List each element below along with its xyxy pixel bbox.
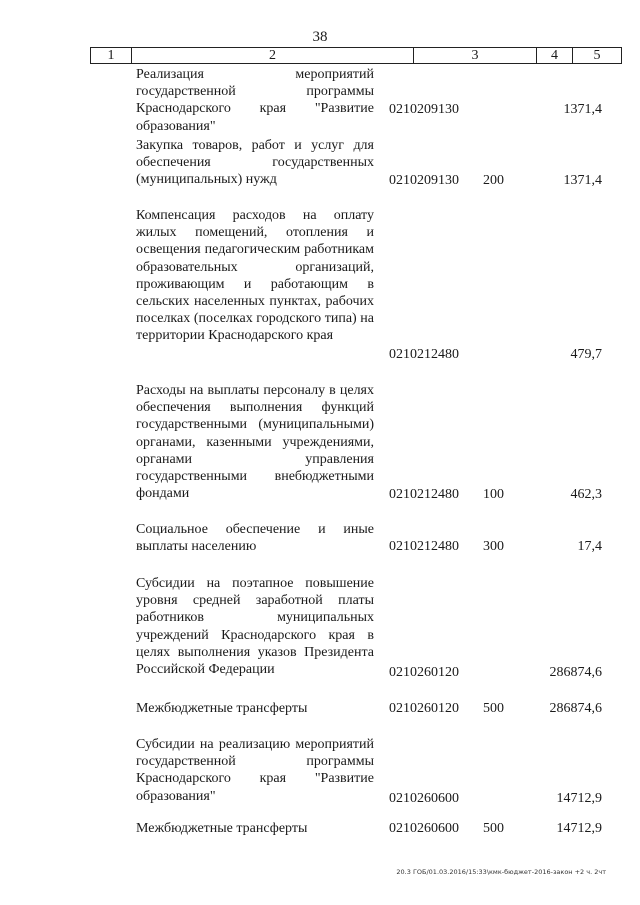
- row-code: 0210260120: [389, 665, 459, 680]
- row-description: Расходы на выплаты персоналу в целях обеспечения выполнения функций государственными (муниципальными) органами, казенными учреждениями, органами управления государственными внебюджетными фондами: [136, 383, 374, 502]
- column-header-3: 3: [471, 48, 479, 63]
- row-code: 0210212480: [389, 487, 459, 502]
- column-header-5: 5: [593, 48, 601, 63]
- row-code: 0210260600: [389, 791, 459, 806]
- row-description: Компенсация расходов на оплату жилых помещений, отопления и освещения педагогическим работникам образовательных организаций, проживающим и работающим в сельских населенных пунктах, рабочих поселках (поселках городского типа) на территории Краснодарского края: [136, 208, 374, 344]
- row-amount: 462,3: [570, 487, 602, 502]
- row-description: Субсидии на поэтапное повышение уровня средней заработной платы работников муниципальных учреждений Краснодарского края в целях выполнения указов Президента Российской Федерации: [136, 576, 374, 678]
- row-amount: 1371,4: [563, 173, 602, 188]
- row-amount: 14712,9: [556, 821, 602, 836]
- row-type: 300: [483, 539, 504, 554]
- row-code: 0210260600: [389, 821, 459, 836]
- row-code: 0210209130: [389, 102, 459, 117]
- row-code: 0210212480: [389, 347, 459, 362]
- row-amount: 479,7: [570, 347, 602, 362]
- row-code: 0210260120: [389, 701, 459, 716]
- row-type: 500: [483, 821, 504, 836]
- row-code: 0210209130: [389, 173, 459, 188]
- row-amount: 286874,6: [549, 665, 602, 680]
- row-description: Субсидии на реализацию мероприятий государственной программы Краснодарского края "Развитие образования": [136, 737, 374, 804]
- row-type: 200: [483, 173, 504, 188]
- row-amount: 286874,6: [549, 701, 602, 716]
- row-description: Межбюджетные трансферты: [136, 821, 308, 836]
- column-header-4: 4: [551, 48, 558, 63]
- row-code: 0210212480: [389, 539, 459, 554]
- row-type: 100: [483, 487, 504, 502]
- row-description: Межбюджетные трансферты: [136, 701, 308, 716]
- footer-file-stamp: 20.3 ГОБ/01.03.2016/15:33\кмк-бюджет-2016-закон +2 ч. 2чт: [396, 868, 606, 876]
- table-header: [90, 47, 622, 64]
- column-header-1: 1: [107, 48, 115, 63]
- row-description: Закупка товаров, работ и услуг для обеспечения государственных (муниципальных) нужд: [136, 138, 374, 188]
- column-header-2: 2: [269, 48, 276, 63]
- row-amount: 17,4: [577, 539, 602, 554]
- row-amount: 1371,4: [563, 102, 602, 117]
- row-amount: 14712,9: [556, 791, 602, 806]
- row-type: 500: [483, 701, 504, 716]
- page-number: 38: [312, 29, 328, 45]
- row-description: Реализация мероприятий государственной программы Краснодарского края "Развитие образования": [136, 67, 374, 134]
- row-description: Социальное обеспечение и иные выплаты населению: [136, 522, 374, 555]
